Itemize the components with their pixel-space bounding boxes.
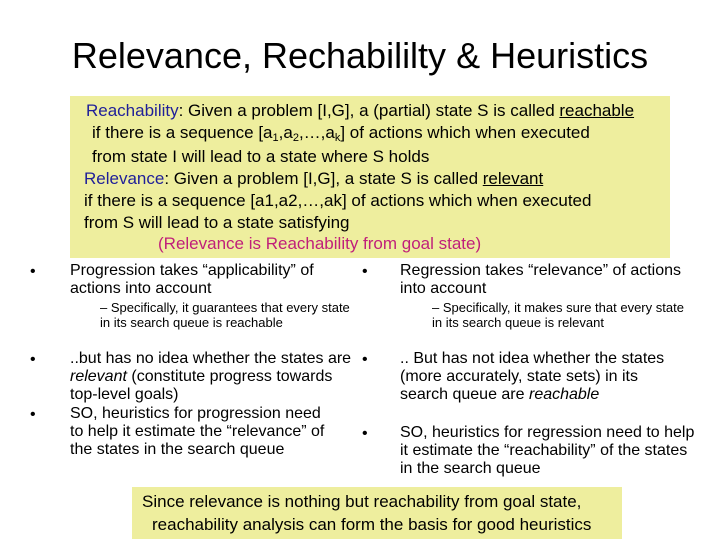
reachable-word: reachable: [559, 101, 635, 120]
regression-bullet: Regression takes “relevance” of actions into account: [400, 262, 682, 297]
relevant-italic: relevant: [70, 368, 127, 385]
bullet-marker: •: [30, 263, 36, 280]
conclusion-line-2: reachability analysis can form the basis for good heuristics: [152, 515, 592, 534]
relevance-line-1: Relevance: Given a problem [I,G], a state S is called relevant: [84, 169, 544, 188]
progression-bullet: Progression takes “applicability” of actions into account: [70, 262, 314, 297]
bullet-marker: •: [362, 263, 368, 280]
relevant-word: relevant: [482, 169, 544, 188]
relevance-note: (Relevance is Reachability from goal state): [158, 234, 482, 253]
conclusion-box: [132, 487, 622, 539]
reachability-line-2: if there is a sequence $[a_1,a_2,\dots,a_k]$ of actions which when executed: [92, 123, 590, 144]
bullet-marker: •: [30, 406, 36, 423]
reachability-line-3: from state I will lead to a state where S holds: [92, 147, 430, 166]
progression-subpoint: – Specifically, it guarantees that every state in its search queue is reachable: [100, 300, 350, 330]
bullet-marker: •: [30, 351, 36, 368]
regression-heuristics-bullet: SO, heuristics for regression need to help it estimate the “reachability” of the states in the search queue: [400, 424, 695, 477]
relevance-line-3: from S will lead to a state satisfying: [84, 213, 350, 232]
slide-title: Relevance, Rechabililty & Heuristics: [71, 35, 649, 76]
bullet-marker: •: [362, 351, 368, 368]
definition-box: [70, 96, 670, 258]
reachability-line-1: Reachability: Given a problem [I,G], a (partial) state S is called reachable: [86, 101, 635, 120]
regression-reachability-bullet: .. But has not idea whether the states (more accurately, state sets) in its search queue are reachable: [400, 350, 665, 403]
progression-relevance-bullet: ..but has no idea whether the states are relevant (constitute progress towards top-level goals): [70, 350, 352, 403]
progression-heuristics-bullet: SO, heuristics for progression need to help it estimate the “relevance” of the states in the search queue: [70, 405, 325, 458]
bullet-marker: •: [362, 425, 368, 442]
relevance-line-2: if there is a sequence [a1,a2,…,ak] of actions which when executed: [84, 191, 592, 210]
reachable-italic: reachable: [528, 386, 600, 403]
relevance-term: Relevance: [84, 169, 165, 188]
reachability-term: Reachability: [86, 101, 179, 120]
regression-subpoint: – Specifically, it makes sure that every state in its search queue is relevant: [432, 300, 684, 330]
conclusion-line-1: Since relevance is nothing but reachability from goal state,: [142, 492, 582, 511]
